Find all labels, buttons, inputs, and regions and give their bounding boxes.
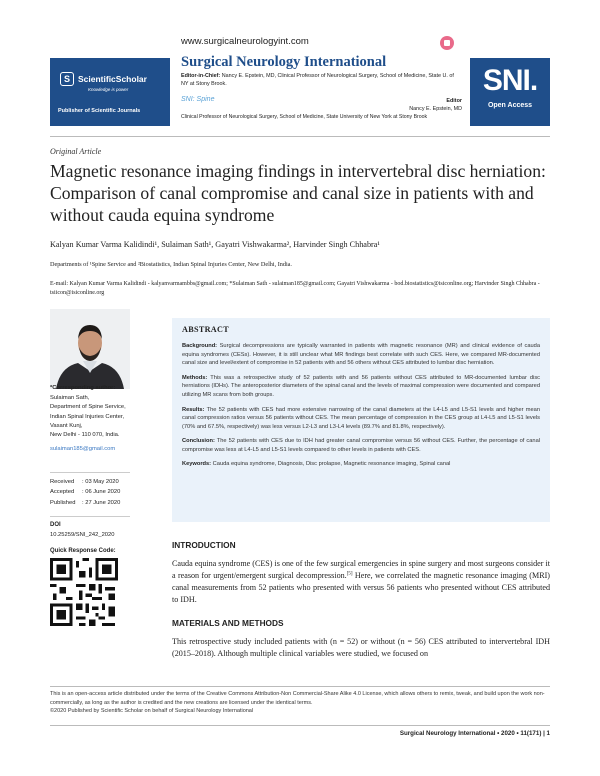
intro-text-continued: Here, we correlated the magnetic resonance imaging (MRI) canal measurements from 52 patients who presented with versus 56 patients who presented without CES attributed to IDH. (172, 570, 550, 604)
publisher-text: Publisher of Scientific Journals (58, 108, 141, 114)
license-block (50, 690, 550, 716)
date-value: : 27 June 2020 (82, 499, 121, 506)
abstract-methods-text: This was a retrospective study of 52 patients with and 56 patients without CES attributed to MR-documented lumbar disc herniations (IDHs). The anteroposterior diameters of the spinal canal and the levels of maximal compression were documented and compared utilizing MR scans from both groups. (182, 374, 541, 399)
editor-in-chief-label: Editor-in-Chief: (181, 73, 221, 79)
introduction-paragraph (172, 558, 550, 606)
abstract-conclusion-label: Conclusion: (182, 438, 215, 445)
article-type: Original Article (50, 147, 102, 156)
doi-value[interactable]: 10.25259/SNI_242_2020 (50, 532, 115, 538)
intro-text: Cauda equina syndrome (CES) is one of the few surgical emergencies in spine surgery and most surgeons consider it a reason for urgent/emergent surgical decompression. (172, 559, 550, 580)
license-text: This is an open-access article distributed under the terms of the Creative Commons Attribution-Non Commercial-Share Alike 4.0 License, which allows others to remix, tweak, and build upon the work non-commercially, as long as the author is credited and the new creations are licensed under the identical terms. (50, 691, 545, 706)
abstract-background (182, 342, 540, 368)
header-divider (50, 136, 550, 137)
qr-code-label: Quick Response Code: (50, 548, 116, 554)
footer-divider (50, 686, 550, 687)
editor-in-chief-text: Nancy E. Epstein, MD, Clinical Professor of Neurological Surgery, School of Medicine, State U. of NY at Stony Brook. (181, 73, 454, 87)
sni-logo-box (470, 58, 550, 126)
sidebar-divider (50, 516, 130, 517)
corr-line: Sulaiman Sath, (50, 395, 90, 401)
publisher-tagline: Knowledge is power (88, 87, 129, 92)
abstract-conclusion (182, 437, 540, 454)
publisher-logo-box (50, 58, 170, 126)
corresponding-author-block (50, 394, 160, 455)
date-value: : 03 May 2020 (82, 479, 119, 485)
date-label: Accepted (50, 489, 75, 496)
abstract-results (182, 406, 540, 432)
abstract-background-text: Surgical decompressions are typically warranted in patients with magnetic resonance (MR) and clinical evidence of cauda equina syndromes (CESs). However, it is still unclear what MR findings best correlate with such CES. Here, we compared MR-documented canal size and level/extent of compromise in 52 patients with and 56 others without CES attributed to lumbar disc herniation. (182, 343, 540, 367)
corresponding-email-link[interactable]: sulaiman185@gmail.com (50, 446, 116, 453)
date-label: Published (50, 499, 76, 506)
publication-dates (50, 477, 160, 508)
date-label: Received (50, 479, 75, 485)
abstract-box (172, 318, 550, 522)
corr-line: New Delhi - 110 070, India. (50, 432, 120, 439)
abstract-heading: ABSTRACT (182, 325, 229, 334)
journal-url[interactable]: www.surgicalneurologyint.com (181, 36, 309, 47)
corresponding-author-label: *Corresponding author: (50, 385, 116, 391)
abstract-results-label: Results: (182, 406, 205, 413)
abstract-results-text: The 52 patients with CES had more extensive narrowing of the canal diameters at the L4-L5 and L5-S1 levels and higher mean canal compression ratios versus 56 patients without CES. The mean percentage of compression in the CES group at L4-L5 and L5-S1 levels (70% and 67.5%, respectively) was less versus L2-L3 and L3-L4 levels (89.7% and 81.8%, respectively). (182, 406, 540, 430)
abstract-keywords-label: Keywords: (182, 461, 212, 468)
introduction-heading: INTRODUCTION (172, 540, 236, 550)
abstract-methods (182, 374, 540, 400)
publisher-brand: ScientificScholar (78, 73, 147, 84)
open-access-label: Open Access (487, 102, 533, 109)
author-emails: E-mail: Kalyan Kumar Varma Kalidindi - kalyanvarmambbs@gmail.com; *Sulaiman Sath - sulaiman185@gmail.com; Gayatri Vishwakarma - bod.biostatistics@isiconline.org; Harvinder Singh Chhabra - tsiicon@isiconline.org (50, 281, 540, 296)
abstract-keywords-text: Cauda equina syndrome, Diagnosis, Disc prolapse, Magnetic resonance imaging, Spinal canal (212, 461, 451, 468)
date-row (50, 477, 160, 487)
copyright-text: ©2020 Published by Scientific Scholar on behalf of Surgical Neurology International (50, 708, 254, 715)
editor-label: Editor (446, 98, 462, 104)
editor-in-chief (181, 73, 461, 89)
bookmark-badge-icon (440, 36, 454, 50)
date-value: : 06 June 2020 (82, 489, 121, 496)
footer-divider (50, 725, 550, 726)
qr-code-icon[interactable] (50, 558, 118, 626)
methods-paragraph: This retrospective study included patients with (n = 52) or without (n = 56) CES attributed to intervertebral IDH (2015–2018). Although multiple clinical variables were studied, we focused on (172, 637, 550, 658)
scientific-scholar-logo-icon: S (60, 72, 74, 86)
date-row (50, 487, 160, 497)
editor-name: Nancy E. Epstein, MD (409, 105, 462, 112)
corr-line: Vasant Kunj, (50, 422, 83, 429)
journal-title: Surgical Neurology International (181, 54, 387, 70)
author-photo (50, 309, 130, 389)
author-departments: Departments of ¹Spine Service and ²Biostatistics, Indian Spinal Injuries Center, New Delhi, India. (50, 261, 292, 268)
methods-heading: MATERIALS AND METHODS (172, 618, 284, 628)
abstract-background-label: Background: (182, 343, 218, 350)
editor-block (300, 98, 462, 113)
article-title: Magnetic resonance imaging findings in intervertebral disc herniation: Comparison of canal compromise and canal size in patients with and without cauda equina syndrome (50, 161, 546, 226)
abstract-conclusion-text: The 52 patients with CES due to IDH had greater canal compromise versus 56 without CES. Further, the percentage of canal compromise was less at L4-L5 and L5-S1 levels compared to other levels in patients with CES. (182, 438, 540, 453)
abstract-keywords (182, 460, 540, 469)
doi-label: DOI (50, 522, 61, 528)
abstract-methods-label: Methods: (182, 374, 208, 381)
page-footer: Surgical Neurology International • 2020 • 11(171) | 1 (399, 730, 550, 737)
sidebar-divider (50, 472, 130, 473)
corr-line: Indian Spinal Injuries Center, (50, 413, 125, 420)
sni-logo: SNI. (482, 64, 538, 97)
editor-affiliation: Clinical Professor of Neurological Surgery, School of Medicine, State University of New York at Stony Brook (181, 114, 428, 120)
date-row (50, 498, 160, 508)
citation-link[interactable]: [5] (346, 571, 353, 577)
section-label: SNI: Spine (181, 96, 215, 103)
author-list: Kalyan Kumar Varma Kalidindi¹, Sulaiman Sath¹, Gayatri Vishwakarma², Harvinder Singh Chhabra¹ (50, 240, 380, 249)
corr-line: Department of Spine Service, (50, 404, 126, 411)
